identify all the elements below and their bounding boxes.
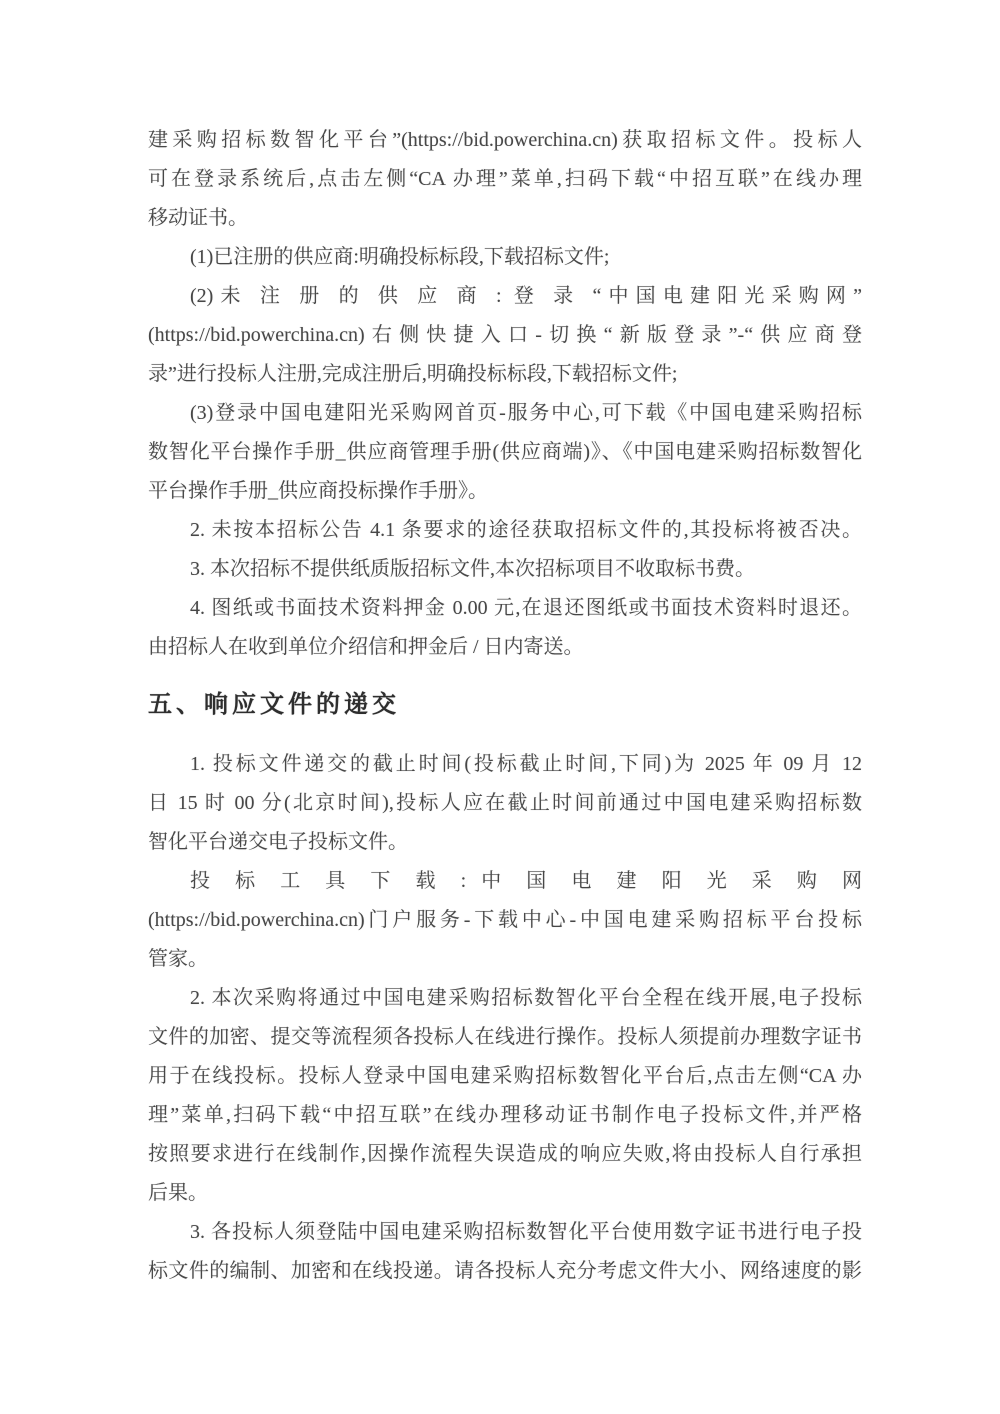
section-heading: 五、响应文件的递交 [148,691,400,718]
text-line: 管家。 [148,948,208,970]
text-line: 理”菜单,扫码下载“中招互联”在线办理移动证书制作电子投标文件,并严格 [148,1104,862,1126]
text-line: (3)登录中国电建阳光采购网首页-服务中心,可下载《中国电建采购招标 [190,402,862,424]
text-line: 文件的加密、提交等流程须各投标人在线进行操作。投标人须提前办理数字证书 [148,1026,862,1048]
text-line: 录”进行投标人注册,完成注册后,明确投标标段,下载招标文件; [148,363,678,385]
text-line: 数智化平台操作手册_供应商管理手册(供应商端)》、《中国电建采购招标数智化 [148,441,862,463]
text-line: 智化平台递交电子投标文件。 [148,831,408,853]
text-line: 1. 投标文件递交的截止时间(投标截止时间,下同)为 2025 年 09 月 12 [190,753,862,775]
document-body [148,121,862,1291]
text-line: 2. 本次采购将通过中国电建采购招标数智化平台全程在线开展,电子投标 [190,987,862,1009]
text-line: 日 15 时 00 分(北京时间),投标人应在截止时间前通过中国电建采购招标数 [148,792,862,814]
text-line: 3. 本次招标不提供纸质版招标文件,本次招标项目不收取标书费。 [190,558,755,580]
text-line: 按照要求进行在线制作,因操作流程失误造成的响应失败,将由投标人自行承担 [148,1143,862,1165]
text-line: 标文件的编制、加密和在线投递。请各投标人充分考虑文件大小、网络速度的影 [148,1260,862,1282]
text-line: (https://bid.powerchina.cn)门户服务-下载中心-中国电建采购招标平台投标 [148,909,862,931]
text-line: (2)未 注 册 的 供 应 商 : 登 录 “中国电建阳光采购网” [190,285,862,307]
text-line: 由招标人在收到单位介绍信和押金后 / 日内寄送。 [148,636,584,658]
text-line: 用于在线投标。投标人登录中国电建采购招标数智化平台后,点击左侧“CA 办 [148,1065,862,1087]
text-line: 建采购招标数智化平台”(https://bid.powerchina.cn)获取招标文件。投标人 [148,129,862,151]
text-line: 可在登录系统后,点击左侧“CA 办理”菜单,扫码下载“中招互联”在线办理 [148,168,862,190]
text-line: 移动证书。 [148,207,248,229]
text-line: (1)已注册的供应商:明确投标标段,下载招标文件; [190,246,610,268]
text-line: 2. 未按本招标公告 4.1 条要求的途径获取招标文件的,其投标将被否决。 [190,519,862,541]
text-line: 后果。 [148,1182,208,1204]
text-line: 3. 各投标人须登陆中国电建采购招标数智化平台使用数字证书进行电子投 [190,1221,862,1243]
text-line: 投 标 工 具 下 载 : 中 国 电 建 阳 光 采 购 网 [190,870,862,892]
text-line: (https://bid.powerchina.cn)右侧快捷入口-切换“新版登录”-“供应商登 [148,324,862,346]
text-line: 平台操作手册_供应商投标操作手册》。 [148,480,488,502]
text-line: 4. 图纸或书面技术资料押金 0.00 元,在退还图纸或书面技术资料时退还。 [190,597,862,619]
